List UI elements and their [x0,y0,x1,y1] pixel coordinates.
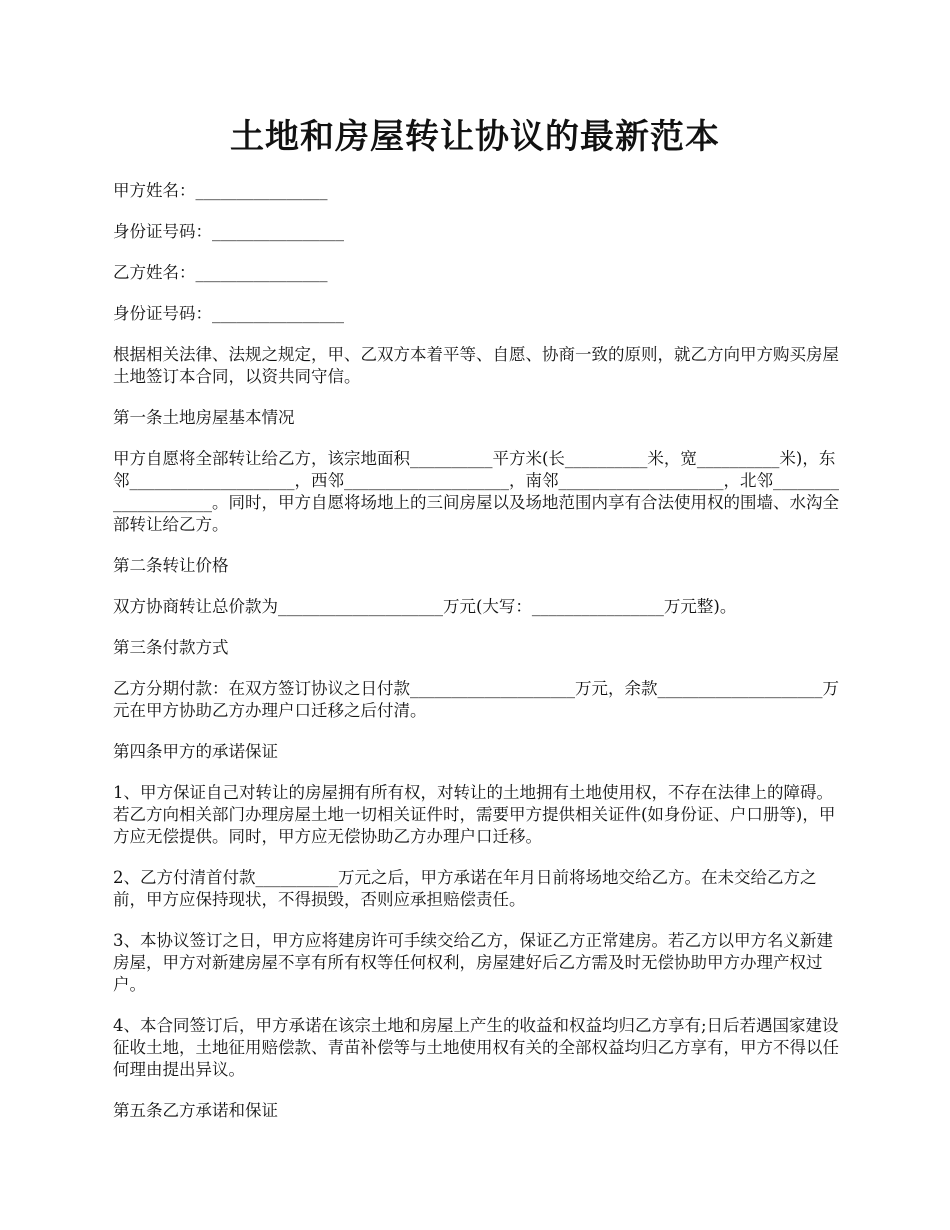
article-4-clause-3: 3、本协议签订之日，甲方应将建房许可手续交给乙方，保证乙方正常建房。若乙方以甲方名义新建房屋，甲方对新建房屋不享有所有权等任何权利，房屋建好后乙方需及时无偿协助甲方办理产权过户。 [113,931,833,994]
article-4-clause-4: 4、本合同签订后，甲方承诺在该宗土地和房屋上产生的收益和权益均归乙方享有;日后若遇国家建设征收土地，土地征用赔偿款、青苗补偿等与土地使用权有关的全部权益均归乙方享有，甲方不得以任何理由提出异议。 [113,1016,839,1079]
article-3-paragraph: 乙方分期付款：在双方签订协议之日付款____________________万元，余款____________________万元在甲方协助乙方办理户口迁移之后付清。 [113,679,839,720]
party-b-id-field: 身份证号码：________________ [113,304,344,323]
article-1-heading: 第一条土地房屋基本情况 [113,408,295,427]
article-4-clause-1: 1、甲方保证自己对转让的房屋拥有所有权，对转让的土地拥有土地使用权，不存在法律上的障碍。若乙方向相关部门办理房屋土地一切相关证件时，需要甲方提供相关证件(如身份证、户口册等)，甲方应无偿提供。同时，甲方应无偿协助乙方办理户口迁移。 [113,783,836,846]
article-2-heading: 第二条转让价格 [113,556,229,575]
preamble-paragraph: 根据相关法律、法规之规定，甲、乙双方本着平等、自愿、协商一致的原则，就乙方向甲方购买房屋土地签订本合同，以资共同守信。 [113,345,839,386]
party-a-id-field: 身份证号码：________________ [113,222,344,241]
article-2-paragraph: 双方协商转让总价款为____________________万元(大写：________________万元整)。 [113,597,737,616]
article-5-heading: 第五条乙方承诺和保证 [113,1101,278,1120]
document-body [113,180,840,1141]
party-a-name-field: 甲方姓名：________________ [113,181,328,200]
document-title: 土地和房屋转让协议的最新范本 [230,117,720,157]
article-4-clause-2: 2、乙方付清首付款__________万元之后，甲方承诺在年月日前将场地交给乙方。在未交给乙方之前，甲方应保持现状，不得损毁，否则应承担赔偿责任。 [113,868,817,909]
article-1-paragraph: 甲方自愿将全部转让给乙方，该宗地面积__________平方米(长__________米，宽__________米)，东邻____________________，西邻____________________，南邻____________________，北邻____________________。同时，甲方自愿将场地上的三间房屋以及场地范围内享有合法使用权的围墙、水沟全部转让给乙方。 [113,449,839,534]
party-b-name-field: 乙方姓名：________________ [113,263,328,282]
article-4-heading: 第四条甲方的承诺保证 [113,742,278,761]
article-3-heading: 第三条付款方式 [113,638,229,657]
